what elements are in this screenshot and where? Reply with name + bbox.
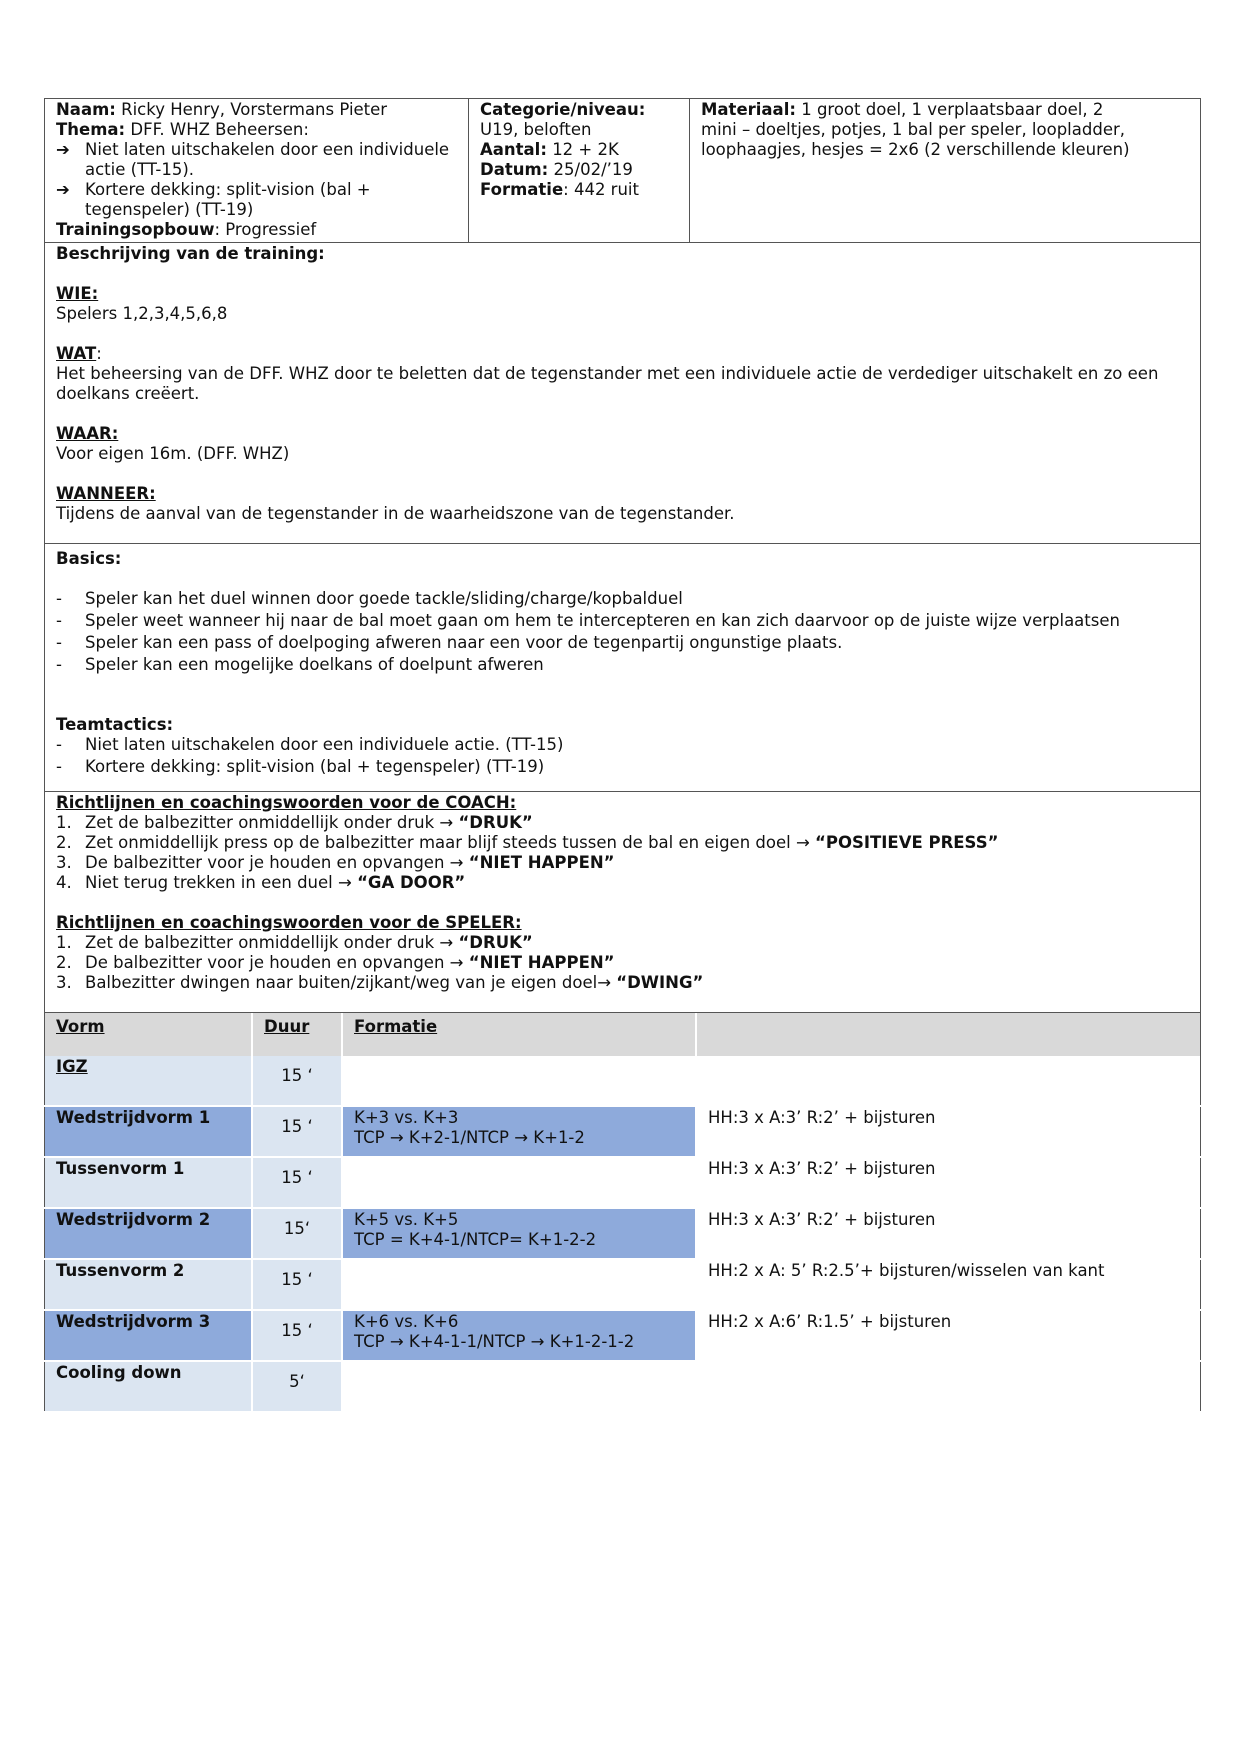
thema-value: DFF. WHZ Beheersen: bbox=[130, 120, 309, 139]
basics-item: - Speler weet wanneer hij naar de bal moet gaan om hem te intercepteren en kan zich daarvoor op de juiste wijze verplaatsen bbox=[56, 611, 1120, 630]
thema-item: ➔ Kortere dekking: split-vision (bal + tegenspeler) (TT-19) bbox=[56, 180, 371, 219]
categorie-cell bbox=[469, 99, 690, 243]
col-vorm: Vorm bbox=[56, 1017, 105, 1036]
schedule-row: IGZ 15 ‘ bbox=[45, 1056, 1201, 1106]
speler-item: 2. De balbezitter voor je houden en opvangen → “NIET HAPPEN” bbox=[56, 953, 615, 972]
schedule-row: Tussenvorm 1 15 ‘ HH:3 x A:3’ R:2’ + bijsturen bbox=[45, 1157, 1201, 1208]
beschrijving-cell: Beschrijving van de training: WIE: Spelers 1,2,3,4,5,6,8 WAT: Het beheersing van de DFF. WHZ door te beletten dat de tegenstander met een individuele actie de verdediger uitschakelt en zo een doelkans creëert. WAAR: Voor eigen 16m. (DFF. WHZ) WANNEER: Tijdens de aanval van de tegenstander in de waarheidszone van de tegenstander. bbox=[45, 243, 1201, 544]
arrow-icon: ➔ bbox=[56, 180, 70, 199]
arrow-icon: → bbox=[439, 813, 454, 832]
schedule-row: Wedstrijdvorm 1 15 ‘ K+3 vs. K+3 TCP → K+2-1/NTCP → K+1-2 HH:3 x A:3’ R:2’ + bijsturen bbox=[45, 1106, 1201, 1157]
datum-value: 25/02/’19 bbox=[553, 160, 633, 179]
speler-title: Richtlijnen en coachingswoorden voor de SPELER: bbox=[56, 913, 522, 932]
arrow-icon: → bbox=[338, 873, 352, 892]
arrow-icon: ➔ bbox=[56, 140, 70, 159]
coach-item: 4. Niet terug trekken in een duel → “GA DOOR” bbox=[56, 873, 466, 892]
formatie-value: : 442 ruit bbox=[563, 180, 639, 199]
wat-label: WAT bbox=[56, 344, 97, 363]
arrow-icon: → bbox=[449, 853, 464, 872]
naam-label: Naam: bbox=[56, 100, 116, 119]
col-formatie: Formatie bbox=[354, 1017, 438, 1036]
arrow-icon: → bbox=[449, 953, 464, 972]
opbouw-value: : Progressief bbox=[214, 220, 317, 239]
coach-item: 1. Zet de balbezitter onmiddellijk onder druk → “DRUK” bbox=[56, 813, 533, 832]
coaching-cell bbox=[45, 792, 1201, 1013]
schedule-row: Tussenvorm 2 15 ‘ HH:2 x A: 5’ R:2.5’+ bijsturen/wisselen van kant bbox=[45, 1259, 1201, 1310]
coach-item: 2. Zet onmiddellijk press op de balbezitter maar blijf steeds tussen de bal en eigen doel → “POSITIEVE PRESS” bbox=[56, 833, 999, 852]
materiaal-value: 1 groot doel, 1 verplaatsbaar doel, 2 mini – doeltjes, potjes, 1 bal per speler, loopladder, loophaagjes, hesjes = 2x6 (2 verschillende kleuren) bbox=[701, 100, 1130, 159]
wie-text: Spelers 1,2,3,4,5,6,8 bbox=[56, 304, 228, 323]
beschrijving-title: Beschrijving van de training: bbox=[56, 244, 325, 263]
speler-item: 1. Zet de balbezitter onmiddellijk onder druk → “DRUK” bbox=[56, 933, 533, 952]
naam-value: Ricky Henry, Vorstermans Pieter bbox=[121, 100, 388, 119]
info-cell bbox=[45, 99, 469, 243]
opbouw-label: Trainingsopbouw bbox=[56, 220, 215, 239]
materiaal-label: Materiaal: bbox=[701, 100, 796, 119]
thema-label: Thema: bbox=[56, 120, 126, 139]
arrow-icon: → bbox=[439, 933, 454, 952]
datum-label: Datum: bbox=[480, 160, 549, 179]
basics-item: - Speler kan een mogelijke doelkans of doelpunt afweren bbox=[56, 655, 544, 674]
schedule-row: Wedstrijdvorm 2 15‘ K+5 vs. K+5 TCP = K+4-1/NTCP= K+1-2-2 HH:3 x A:3’ R:2’ + bijsturen bbox=[45, 1208, 1201, 1259]
speler-item: 3. Balbezitter dwingen naar buiten/zijkant/weg van je eigen doel→ “DWING” bbox=[56, 973, 704, 992]
aantal-label: Aantal: bbox=[480, 140, 547, 159]
schedule-row: Wedstrijdvorm 3 15 ‘ K+6 vs. K+6 TCP → K+4-1-1/NTCP → K+1-2-1-2 HH:2 x A:6’ R:1.5’ + bijsturen bbox=[45, 1310, 1201, 1361]
wie-label: WIE: bbox=[56, 284, 99, 303]
wanneer-text: Tijdens de aanval van de tegenstander in de waarheidszone van de tegenstander. bbox=[56, 504, 735, 523]
formatie-label: Formatie bbox=[480, 180, 564, 199]
wanneer-label: WANNEER: bbox=[56, 484, 156, 503]
basics-cell bbox=[45, 544, 1201, 792]
coach-title: Richtlijnen en coachingswoorden voor de COACH: bbox=[56, 793, 517, 812]
categorie-value: U19, beloften bbox=[480, 120, 592, 139]
basics-item: - Speler kan het duel winnen door goede tackle/sliding/charge/kopbalduel bbox=[56, 589, 683, 608]
waar-label: WAAR: bbox=[56, 424, 119, 443]
coach-item: 3. De balbezitter voor je houden en opvangen → “NIET HAPPEN” bbox=[56, 853, 615, 872]
basics-title: Basics: bbox=[56, 549, 122, 568]
aantal-value: 12 + 2K bbox=[552, 140, 619, 159]
waar-text: Voor eigen 16m. (DFF. WHZ) bbox=[56, 444, 290, 463]
arrow-icon: → bbox=[597, 973, 612, 992]
arrow-icon: → bbox=[795, 833, 810, 852]
training-sheet bbox=[44, 98, 1201, 1413]
basics-item: - Speler kan een pass of doelpoging afweren naar een voor de tegenpartij ongunstige plaats. bbox=[56, 633, 843, 652]
wat-text: Het beheersing van de DFF. WHZ door te beletten dat de tegenstander met een individuele actie de verdediger uitschakelt en zo een doelkans creëert. bbox=[56, 364, 1159, 403]
main-table bbox=[44, 98, 1201, 1013]
thema-item: ➔ Niet laten uitschakelen door een individuele actie (TT-15). bbox=[56, 140, 450, 179]
schedule-row: Cooling down 5‘ bbox=[45, 1361, 1201, 1412]
teamtactics-item: - Kortere dekking: split-vision (bal + tegenspeler) (TT-19) bbox=[56, 757, 545, 776]
schedule-header bbox=[45, 1013, 1201, 1056]
teamtactics-item: - Niet laten uitschakelen door een individuele actie. (TT-15) bbox=[56, 735, 564, 754]
categorie-label: Categorie/niveau: bbox=[480, 100, 646, 119]
materiaal-cell bbox=[690, 99, 1201, 243]
col-duur: Duur bbox=[264, 1017, 310, 1036]
teamtactics-title: Teamtactics: bbox=[56, 715, 174, 734]
schedule-table bbox=[44, 1013, 1201, 1413]
